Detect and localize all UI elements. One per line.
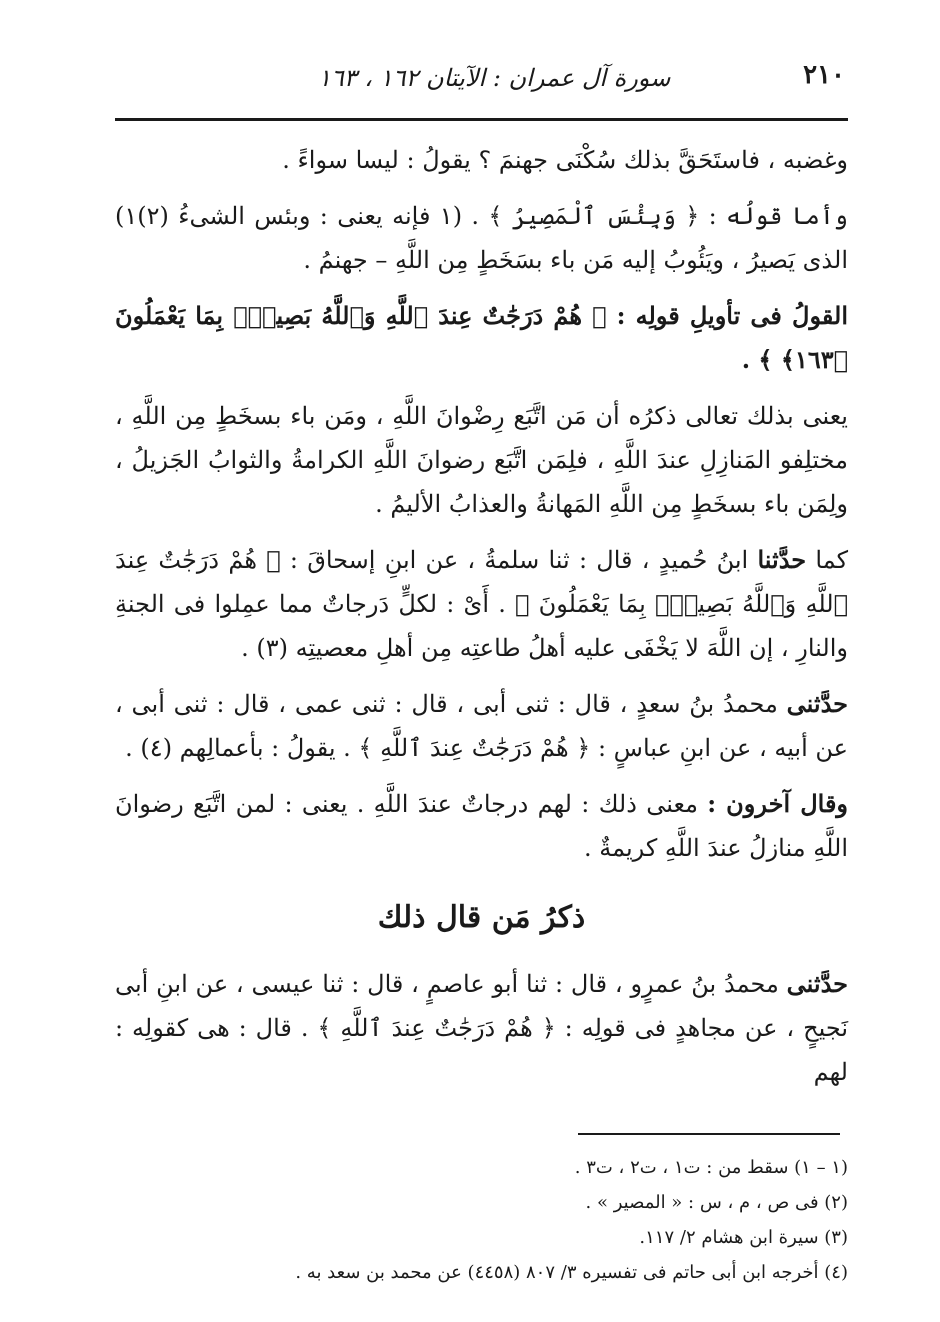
paragraph-6: حدَّثنى محمدُ بنُ سعدٍ ، قال : ثنى أبى ، قال : ثنى عمى ، قال : ثنى أبى ، عن أبيه ، عن ابنِ عباسٍ : ﴿ هُمْ دَرَجَٰتٌ عِندَ ٱللَّهِ ﴾ . يقولُ : بأعمالِهم (٤) .: [115, 689, 848, 762]
header-rule: [115, 118, 848, 121]
footnote-3: (٣) سيرة ابن هشام ٢/ ١١٧.: [639, 1227, 848, 1248]
running-title: سورة آل عمران : الآيتان ١٦٢ ، ١٦٣: [318, 64, 671, 92]
paragraph-4: يعنى بذلك تعالى ذكرُه أن مَن اتَّبَع رِضْوانَ اللَّهِ ، ومَن باء بسخَطٍ مِن اللَّهِ ، مختلِفو المَنازِلِ عندَ اللَّهِ ، فلِمَن اتَّبَع رضوانَ اللَّهِ الكرامةُ والثوابُ الجَزيلُ ، ولِمَن باء بسخَطٍ مِن اللَّهِ المَهانةُ والعذابُ الأليمُ .: [115, 402, 848, 518]
lead-phrase: القولُ فى تأويلِ قولِه :: [616, 301, 849, 330]
footnote-4: (٤) أخرجه ابن أبى حاتم فى تفسيره ٣/ ٨٠٧ (٤٤٥٨) عن محمد بن سعد به .: [295, 1262, 848, 1283]
paragraph-7: وقال آخرون : معنى ذلك : لهم درجاتٌ عندَ اللَّهِ . يعنى : لمن اتَّبَع رضوانَ اللَّهِ منازلُ عندَ اللَّهِ كريمةٌ .: [115, 789, 849, 862]
lead-phrase: حدَّثنا: [757, 545, 807, 574]
lead-phrase: حدَّثنى: [786, 689, 848, 718]
lead-phrase: وقال آخرون :: [707, 789, 849, 818]
footnote-2: (٢) فى ص ، م ، س : « المصير » .: [585, 1192, 848, 1213]
page-header: [118, 58, 845, 108]
quran-quote: ﴿ هُمْ دَرَجَٰتٌ عِندَ ٱللَّهِ وَٱللَّهُ بَصِيرٌۢ بِمَا يَعْمَلُونَ ﴿١٦٣﴾ ﴾ .: [115, 301, 848, 374]
paragraph-2: وأما قولُه : ﴿ وَبِئْسَ ٱلْمَصِيرُ ﴾ . (١ فإنه يعنى : وبئس الشىءُ (٢)١) الذى يَصيرُ ، ويَئُوبُ إليه مَن باء بسَخَطٍ مِن اللَّهِ – جهنمُ .: [115, 202, 848, 274]
footnotes: [260, 1150, 848, 1290]
paragraph-final: حدَّثنى محمدُ بنُ عمرٍو ، قال : ثنا أبو عاصمٍ ، قال : ثنا عيسى ، عن ابنِ أبى نَجيحٍ ، عن مجاهدٍ فى قولِه : ﴿ هُمْ دَرَجَٰتٌ عِندَ ٱللَّهِ ﴾ . قال : هى كقولِه : لهم: [115, 969, 848, 1086]
section-heading: ذكرُ مَن قال ذلك: [377, 900, 586, 935]
footnote-rule: [578, 1133, 840, 1135]
paragraph-1: وغضبه ، فاستَحَقَّ بذلك سُكْنَى جهنمَ ؟ يقولُ : ليسا سواءً .: [282, 146, 848, 174]
page-number: ٢١٠: [803, 60, 845, 90]
main-text: [115, 138, 848, 1106]
paragraph-3-commentary-heading: [115, 294, 848, 382]
lead-phrase: حدَّثنى: [786, 969, 848, 998]
paragraph-5: كما حدَّثنا ابنُ حُميدٍ ، قال : ثنا سلمةُ ، عن ابنِ إسحاقَ : ﴿ هُمْ دَرَجَٰتٌ عِندَ ٱللَّهِ وَٱللَّهُ بَصِيرٌۢ بِمَا يَعْمَلُونَ ﴾ . أَىْ : لكلٍّ دَرجاتٌ مما عمِلوا فى الجنةِ والنارِ ، إن اللَّهَ لا يَخْفَى عليه أهلُ طاعتِه مِن أهلِ معصيتِه (٣) .: [115, 545, 848, 662]
footnote-1: (١ – ١) سقط من : ت١ ، ت٢ ، ت٣ .: [574, 1157, 848, 1178]
